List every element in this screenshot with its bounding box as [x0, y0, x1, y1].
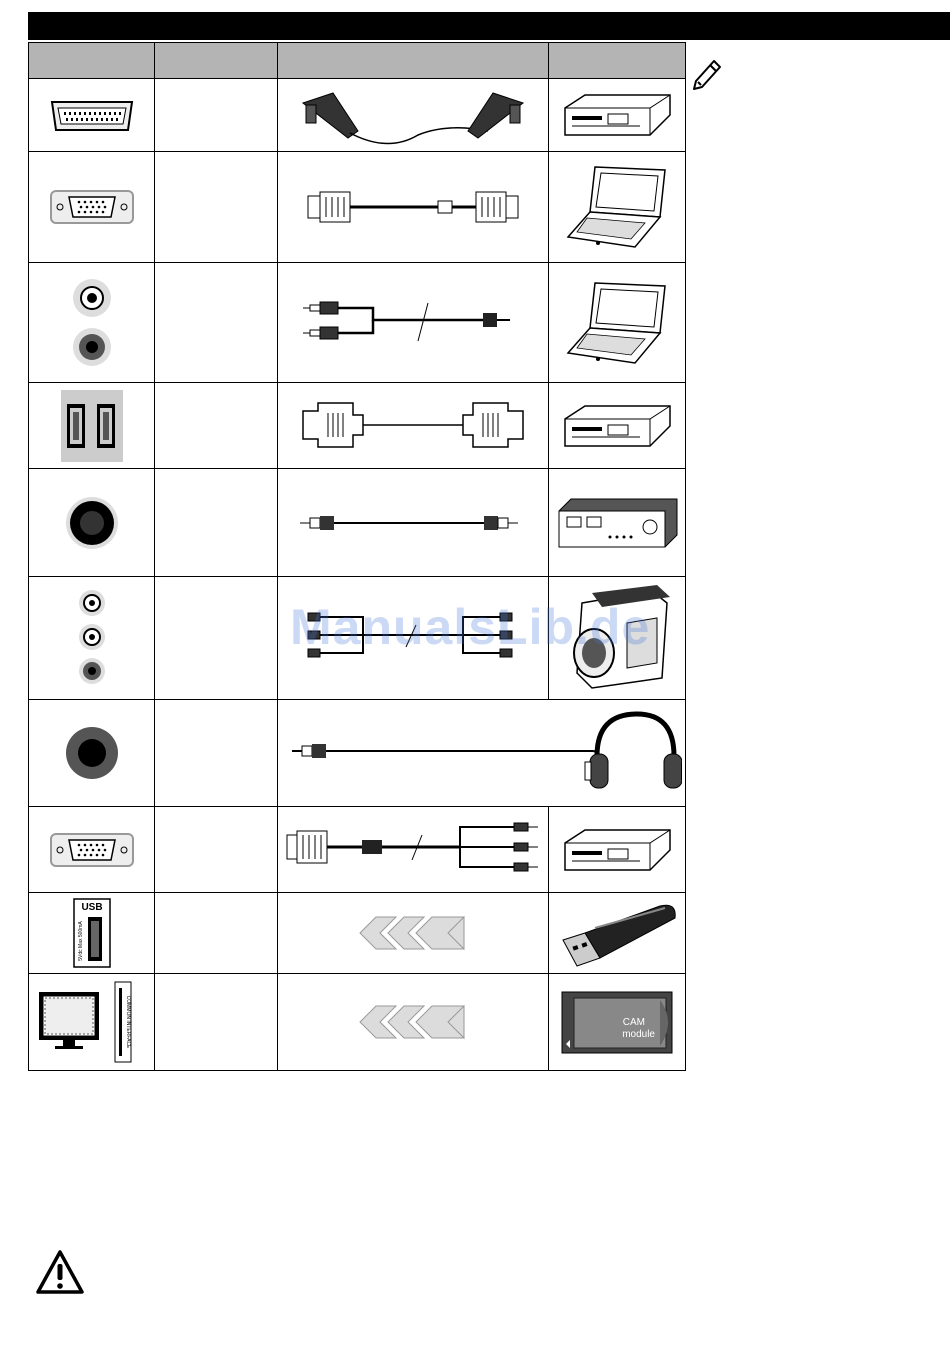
cam-label-line2: module	[621, 1028, 655, 1040]
headphone-port-cell	[29, 700, 155, 807]
audio-in-port-cell	[29, 263, 155, 383]
hdmi-cable-cell	[278, 383, 549, 469]
ypbpr-cable-cell	[278, 807, 549, 893]
table-row	[29, 469, 686, 577]
table-row	[29, 577, 686, 700]
table-row	[29, 383, 686, 469]
scart-cable-icon	[288, 83, 538, 148]
table-header-row	[29, 43, 686, 79]
cam-label-line1: CAM	[622, 1016, 645, 1028]
ci-arrows-cell	[278, 974, 549, 1071]
dvd-player-cell-2	[549, 807, 686, 893]
ypbpr-type-cell	[155, 807, 278, 893]
top-title-bar	[28, 12, 950, 40]
header-cell-connector	[29, 43, 155, 79]
usb-port-sublabel: 5Vdc Max 500mA	[77, 921, 84, 961]
scart-port-icon	[42, 90, 142, 140]
vga-type-cell	[155, 152, 278, 263]
spdif-cable-cell	[278, 469, 549, 577]
spdif-type-cell	[155, 469, 278, 577]
usb-port-cell	[29, 893, 155, 974]
dvd-player-icon	[560, 401, 675, 451]
scart-type-cell	[155, 79, 278, 152]
usb-port-icon	[72, 897, 112, 969]
watermark: ManualsLib.de	[290, 599, 651, 655]
dvd-player-cell	[549, 383, 686, 469]
ci-type-cell	[155, 974, 278, 1071]
usb-stick-cell	[549, 893, 686, 974]
vga-port-cell	[29, 152, 155, 263]
audio-amplifier-icon	[555, 495, 680, 550]
dvd-recorder-icon	[560, 90, 675, 140]
scart-cable-cell	[278, 79, 549, 152]
usb-arrows-cell	[278, 893, 549, 974]
laptop-cell-2	[549, 263, 686, 383]
table-row	[29, 974, 686, 1071]
rca-to-minijack-cable-icon	[288, 293, 538, 353]
hdmi-cable-icon	[288, 393, 538, 458]
audio-in-jacks-icon	[67, 273, 117, 373]
usb-port-label: USB	[80, 902, 103, 913]
table-row	[29, 700, 686, 807]
ci-slot-label: COMMON INTERFACE	[124, 995, 131, 1048]
ci-port-cell	[29, 974, 155, 1071]
amplifier-cell	[549, 469, 686, 577]
headphone-cable-icon	[282, 706, 682, 801]
header-cell-type	[155, 43, 278, 79]
camcorder-cell	[549, 577, 686, 700]
side-av-jacks-icon	[72, 583, 112, 693]
insert-arrows-icon	[358, 915, 468, 951]
spdif-port-icon	[64, 495, 120, 551]
side-av-type-cell	[155, 577, 278, 700]
dvd-player-icon	[560, 825, 675, 875]
connection-table	[28, 42, 686, 1071]
camcorder-icon	[562, 583, 672, 693]
table-row	[29, 79, 686, 152]
laptop-icon	[565, 278, 670, 368]
headphone-jack-icon	[64, 725, 120, 781]
cam-module-cell	[549, 974, 686, 1071]
scart-port-cell	[29, 79, 155, 152]
vga-port-icon	[47, 185, 137, 229]
laptop-cell	[549, 152, 686, 263]
tv-ci-slot-icon	[37, 980, 147, 1065]
hdmi-port-cell	[29, 383, 155, 469]
coax-cable-icon	[288, 508, 538, 538]
insert-arrows-icon	[358, 1004, 468, 1040]
vga-cable-cell	[278, 152, 549, 263]
side-av-cable-cell	[278, 577, 549, 700]
laptop-icon	[565, 162, 670, 252]
table-row	[29, 263, 686, 383]
warning-triangle-icon	[35, 1248, 85, 1296]
audio-cable-cell	[278, 263, 549, 383]
vga-to-component-cable-icon	[282, 815, 544, 885]
table-row	[29, 152, 686, 263]
hdmi-ports-icon	[61, 390, 123, 462]
av-cable-icon	[288, 603, 538, 673]
headphone-cable-cell	[278, 700, 686, 807]
cam-module-icon	[560, 990, 675, 1055]
ypbpr-port-cell	[29, 807, 155, 893]
headphone-type-cell	[155, 700, 278, 807]
header-cell-device	[549, 43, 686, 79]
dvd-recorder-cell	[549, 79, 686, 152]
vga-port-icon	[47, 828, 137, 872]
spdif-port-cell	[29, 469, 155, 577]
table-row	[29, 893, 686, 974]
usb-type-cell	[155, 893, 278, 974]
audio-in-type-cell	[155, 263, 278, 383]
pencil-icon	[690, 55, 726, 91]
header-cell-cables	[278, 43, 549, 79]
usb-stick-icon	[555, 898, 680, 968]
vga-cable-icon	[288, 182, 538, 232]
hdmi-type-cell	[155, 383, 278, 469]
side-av-port-cell	[29, 577, 155, 700]
table-row	[29, 807, 686, 893]
